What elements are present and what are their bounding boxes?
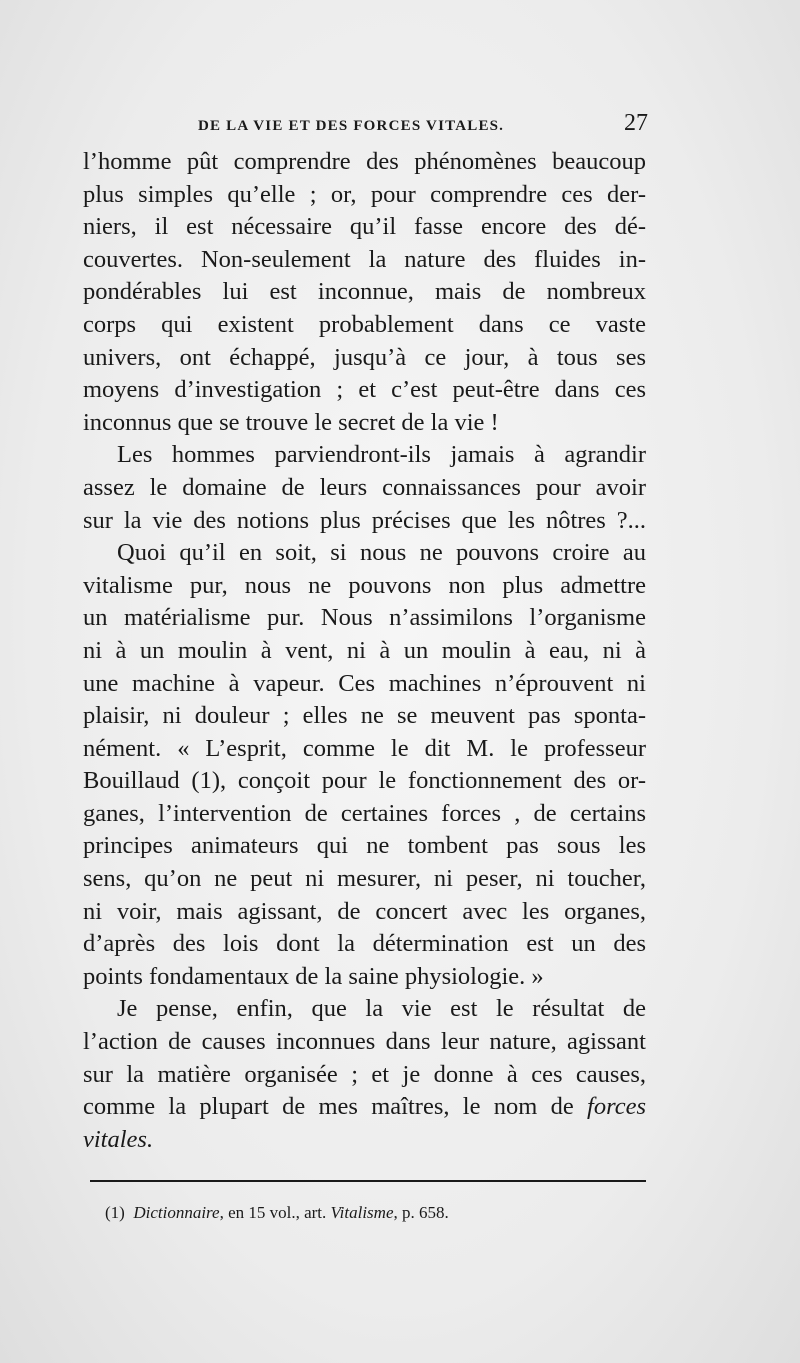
text-line: ni voir, mais agissant, de concert avec les organes,: [83, 897, 646, 925]
text-line: sur la vie des notions plus précises que les nôtres ?...: [83, 506, 646, 534]
text-line: Je pense, enfin, que la vie est le résultat de: [117, 995, 646, 1023]
text-line: d’après des lois dont la détermination est un des: [83, 930, 646, 958]
italic-term: vitales.: [83, 1125, 154, 1153]
text-line: moyens d’investigation ; et c’est peut-être dans ces: [83, 376, 646, 404]
text-line: nément. « L’esprit, comme le dit M. le professeur: [83, 734, 646, 762]
text-line: points fondamentaux de la saine physiologie. »: [83, 962, 544, 990]
text-line: couvertes. Non-seulement la nature des fluides in-: [83, 245, 646, 273]
text-line: [83, 1124, 646, 1157]
text-line: l’action de causes inconnues dans leur nature, agissant: [83, 1028, 646, 1056]
text-line: vitalisme pur, nous ne pouvons non plus admettre: [83, 571, 646, 599]
footnote-italic-article: Vitalisme: [330, 1203, 394, 1222]
text-line: ni à un moulin à vent, ni à un moulin à eau, ni à: [83, 636, 646, 664]
text-line: corps qui existent probablement dans ce vaste: [83, 310, 646, 338]
italic-term: forces: [587, 1093, 646, 1121]
text-line: inconnus que se trouve le secret de la vie !: [83, 408, 499, 436]
text-line: une machine à vapeur. Ces machines n’éprouvent ni: [83, 669, 646, 697]
page-header: [198, 110, 648, 144]
text-line: univers, ont échappé, jusqu’à ce jour, à tous ses: [83, 343, 646, 371]
text-line: assez le domaine de leurs connaissances pour avoir: [83, 473, 646, 501]
text-line: Les hommes parviendront-ils jamais à agrandir: [117, 441, 646, 469]
footnote-marker: (1): [105, 1203, 125, 1222]
text-line: niers, il est nécessaire qu’il fasse encore des dé-: [83, 213, 646, 241]
footnote-italic-title: Dictionnaire: [133, 1203, 220, 1222]
text-line: sur la matière organisée ; et je donne à ces causes,: [83, 1060, 646, 1088]
text-line: principes animateurs qui ne tombent pas sous les: [83, 832, 646, 860]
text-line: un matérialisme pur. Nous n’assimilons l’organisme: [83, 604, 646, 632]
running-title: DE LA VIE ET DES FORCES VITALES.: [198, 118, 505, 134]
page-number: 27: [624, 110, 648, 136]
text-line: l’homme pût comprendre des phénomènes beaucoup: [83, 148, 646, 175]
text-line: plus simples qu’elle ; or, pour comprendre ces der-: [83, 180, 646, 208]
text-line: sens, qu’on ne peut ni mesurer, ni peser, ni toucher,: [83, 865, 646, 893]
footnote-text: , en 15 vol., art.: [219, 1203, 327, 1222]
text-line: ganes, l’intervention de certaines forces , de certains: [83, 799, 646, 827]
text-line: Quoi qu’il en soit, si nous ne pouvons croire au: [117, 539, 646, 567]
text-line-main: comme la plupart de mes maîtres, le nom de: [83, 1093, 574, 1121]
text-line: Bouillaud (1), conçoit pour le fonctionnement des or-: [83, 767, 646, 795]
text-line-with-italic: [83, 1091, 646, 1124]
footnote: [105, 1203, 449, 1223]
footnote-rule: [90, 1180, 646, 1182]
text-line: plaisir, ni douleur ; elles ne se meuvent pas sponta-: [83, 702, 646, 730]
text-line: pondérables lui est inconnue, mais de nombreux: [83, 278, 646, 306]
body-text: [83, 146, 646, 1156]
footnote-text: , p. 658.: [393, 1203, 449, 1222]
